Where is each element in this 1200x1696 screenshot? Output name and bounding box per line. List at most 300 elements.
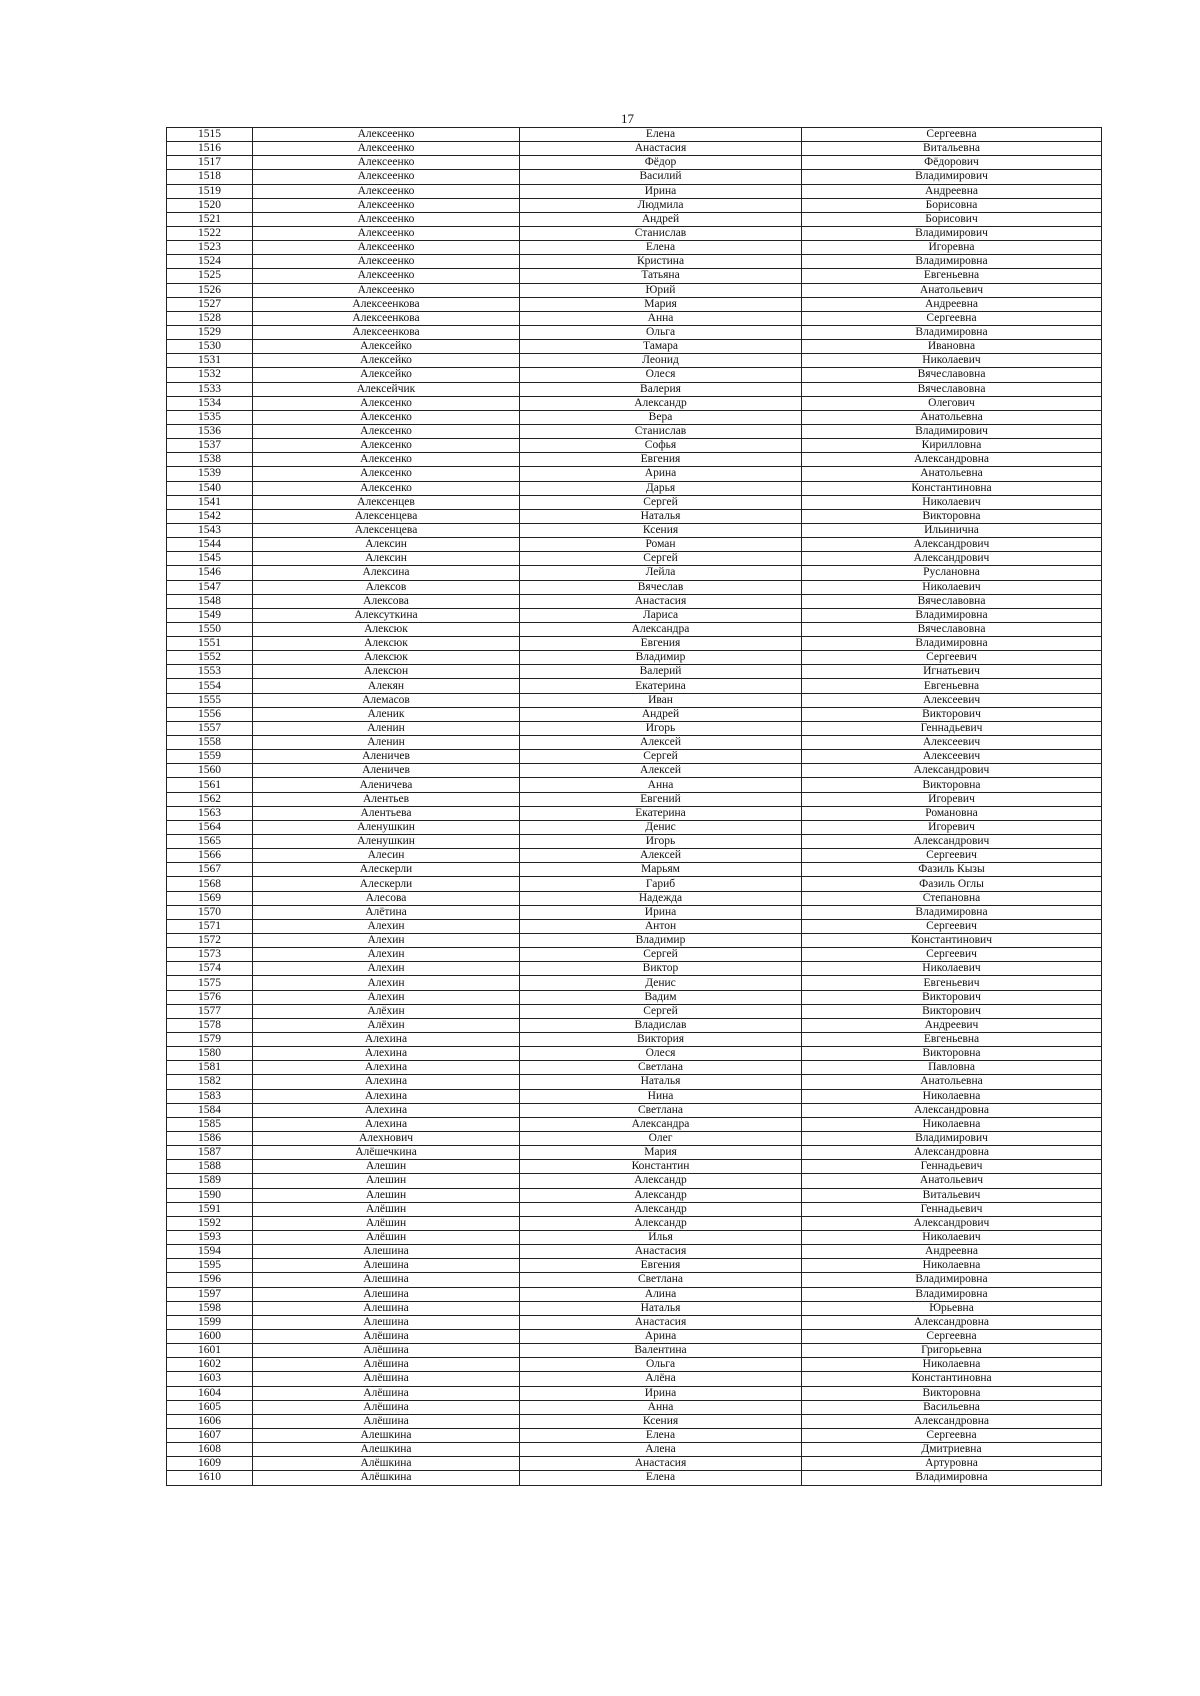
- first-name-cell: Ирина: [520, 905, 802, 919]
- patronymic-cell: Евгеньевна: [802, 679, 1102, 693]
- table-row: [167, 948, 1102, 962]
- last-name-cell: Алексеенкова: [253, 297, 520, 311]
- first-name-cell: Дарья: [520, 481, 802, 495]
- patronymic-cell: Александровна: [802, 1414, 1102, 1428]
- table-row: [167, 1117, 1102, 1131]
- last-name-cell: Алёшина: [253, 1344, 520, 1358]
- first-name-cell: Василий: [520, 170, 802, 184]
- first-name-cell: Владимир: [520, 934, 802, 948]
- table-row: [167, 283, 1102, 297]
- row-number-cell: 1547: [167, 580, 253, 594]
- last-name-cell: Алёшечкина: [253, 1146, 520, 1160]
- patronymic-cell: Евгеньевна: [802, 269, 1102, 283]
- last-name-cell: Алексенцева: [253, 523, 520, 537]
- last-name-cell: Алекян: [253, 679, 520, 693]
- first-name-cell: Александр: [520, 1202, 802, 1216]
- first-name-cell: Елена: [520, 1471, 802, 1485]
- row-number-cell: 1554: [167, 679, 253, 693]
- first-name-cell: Юрий: [520, 283, 802, 297]
- first-name-cell: Александр: [520, 1188, 802, 1202]
- table-row: [167, 1146, 1102, 1160]
- row-number-cell: 1588: [167, 1160, 253, 1174]
- table-row: [167, 1061, 1102, 1075]
- last-name-cell: Алескерли: [253, 877, 520, 891]
- patronymic-cell: Николаевна: [802, 1358, 1102, 1372]
- table-row: [167, 651, 1102, 665]
- first-name-cell: Екатерина: [520, 806, 802, 820]
- first-name-cell: Андрей: [520, 212, 802, 226]
- patronymic-cell: Николаевич: [802, 354, 1102, 368]
- table-row: [167, 1188, 1102, 1202]
- table-row: [167, 792, 1102, 806]
- table-row: [167, 523, 1102, 537]
- last-name-cell: Алешин: [253, 1188, 520, 1202]
- table-row: [167, 665, 1102, 679]
- last-name-cell: Алексеенко: [253, 156, 520, 170]
- row-number-cell: 1521: [167, 212, 253, 226]
- patronymic-cell: Ивановна: [802, 340, 1102, 354]
- row-number-cell: 1520: [167, 198, 253, 212]
- row-number-cell: 1542: [167, 509, 253, 523]
- row-number-cell: 1585: [167, 1117, 253, 1131]
- table-row: [167, 566, 1102, 580]
- row-number-cell: 1567: [167, 863, 253, 877]
- table-row: [167, 778, 1102, 792]
- row-number-cell: 1564: [167, 820, 253, 834]
- table-row: [167, 1174, 1102, 1188]
- last-name-cell: Алехина: [253, 1061, 520, 1075]
- first-name-cell: Ольга: [520, 325, 802, 339]
- table-row: [167, 269, 1102, 283]
- first-name-cell: Екатерина: [520, 679, 802, 693]
- last-name-cell: Аленин: [253, 736, 520, 750]
- last-name-cell: Алексин: [253, 552, 520, 566]
- table-row: [167, 509, 1102, 523]
- patronymic-cell: Николаевна: [802, 1259, 1102, 1273]
- last-name-cell: Алексенко: [253, 481, 520, 495]
- first-name-cell: Лариса: [520, 608, 802, 622]
- table-row: [167, 156, 1102, 170]
- last-name-cell: Алексеенко: [253, 283, 520, 297]
- table-row: [167, 552, 1102, 566]
- patronymic-cell: Игоревна: [802, 241, 1102, 255]
- last-name-cell: Алёшина: [253, 1414, 520, 1428]
- last-name-cell: Алешина: [253, 1273, 520, 1287]
- registry-table: [166, 127, 1102, 1486]
- last-name-cell: Алешина: [253, 1259, 520, 1273]
- row-number-cell: 1587: [167, 1146, 253, 1160]
- row-number-cell: 1594: [167, 1245, 253, 1259]
- row-number-cell: 1574: [167, 962, 253, 976]
- last-name-cell: Алехин: [253, 976, 520, 990]
- row-number-cell: 1584: [167, 1103, 253, 1117]
- row-number-cell: 1592: [167, 1216, 253, 1230]
- first-name-cell: Александр: [520, 396, 802, 410]
- first-name-cell: Илья: [520, 1230, 802, 1244]
- row-number-cell: 1529: [167, 325, 253, 339]
- last-name-cell: Алексеенко: [253, 142, 520, 156]
- table-row: [167, 311, 1102, 325]
- patronymic-cell: Игоревич: [802, 792, 1102, 806]
- last-name-cell: Алёхин: [253, 1004, 520, 1018]
- row-number-cell: 1531: [167, 354, 253, 368]
- table-row: [167, 637, 1102, 651]
- first-name-cell: Сергей: [520, 552, 802, 566]
- patronymic-cell: Сергеевна: [802, 1428, 1102, 1442]
- last-name-cell: Алексина: [253, 566, 520, 580]
- table-row: [167, 481, 1102, 495]
- patronymic-cell: Константиновна: [802, 481, 1102, 495]
- first-name-cell: Анна: [520, 311, 802, 325]
- first-name-cell: Татьяна: [520, 269, 802, 283]
- table-row: [167, 1471, 1102, 1485]
- patronymic-cell: Николаевна: [802, 1089, 1102, 1103]
- patronymic-cell: Николаевич: [802, 580, 1102, 594]
- row-number-cell: 1568: [167, 877, 253, 891]
- row-number-cell: 1573: [167, 948, 253, 962]
- patronymic-cell: Сергеевич: [802, 651, 1102, 665]
- first-name-cell: Виктория: [520, 1033, 802, 1047]
- row-number-cell: 1608: [167, 1443, 253, 1457]
- row-number-cell: 1543: [167, 523, 253, 537]
- first-name-cell: Ксения: [520, 1414, 802, 1428]
- last-name-cell: Алексенко: [253, 424, 520, 438]
- last-name-cell: Алексин: [253, 538, 520, 552]
- first-name-cell: Вера: [520, 410, 802, 424]
- table-row: [167, 1230, 1102, 1244]
- patronymic-cell: Викторовна: [802, 509, 1102, 523]
- table-row: [167, 1301, 1102, 1315]
- first-name-cell: Наталья: [520, 509, 802, 523]
- first-name-cell: Евгений: [520, 792, 802, 806]
- last-name-cell: Алексюк: [253, 622, 520, 636]
- patronymic-cell: Александрович: [802, 835, 1102, 849]
- last-name-cell: Алексеенкова: [253, 325, 520, 339]
- first-name-cell: Анастасия: [520, 1457, 802, 1471]
- last-name-cell: Алёшина: [253, 1329, 520, 1343]
- table-row: [167, 962, 1102, 976]
- table-row: [167, 863, 1102, 877]
- last-name-cell: Алешин: [253, 1174, 520, 1188]
- table-row: [167, 750, 1102, 764]
- registry-rows: [167, 128, 1102, 1486]
- row-number-cell: 1537: [167, 439, 253, 453]
- patronymic-cell: Евгеньевич: [802, 976, 1102, 990]
- row-number-cell: 1579: [167, 1033, 253, 1047]
- row-number-cell: 1517: [167, 156, 253, 170]
- last-name-cell: Алехина: [253, 1033, 520, 1047]
- first-name-cell: Сергей: [520, 495, 802, 509]
- table-row: [167, 226, 1102, 240]
- patronymic-cell: Вячеславовна: [802, 382, 1102, 396]
- row-number-cell: 1607: [167, 1428, 253, 1442]
- last-name-cell: Алексеенко: [253, 198, 520, 212]
- row-number-cell: 1527: [167, 297, 253, 311]
- row-number-cell: 1563: [167, 806, 253, 820]
- table-row: [167, 1245, 1102, 1259]
- patronymic-cell: Васильевна: [802, 1400, 1102, 1414]
- first-name-cell: Наталья: [520, 1301, 802, 1315]
- patronymic-cell: Александрович: [802, 552, 1102, 566]
- table-row: [167, 354, 1102, 368]
- patronymic-cell: Викторовна: [802, 1386, 1102, 1400]
- first-name-cell: Алексей: [520, 849, 802, 863]
- last-name-cell: Алешкина: [253, 1443, 520, 1457]
- patronymic-cell: Сергеевна: [802, 1329, 1102, 1343]
- last-name-cell: Алешина: [253, 1245, 520, 1259]
- patronymic-cell: Сергеевна: [802, 311, 1102, 325]
- patronymic-cell: Александровна: [802, 1103, 1102, 1117]
- table-row: [167, 1315, 1102, 1329]
- patronymic-cell: Руслановна: [802, 566, 1102, 580]
- last-name-cell: Алехина: [253, 1089, 520, 1103]
- first-name-cell: Надежда: [520, 891, 802, 905]
- last-name-cell: Алётина: [253, 905, 520, 919]
- first-name-cell: Анна: [520, 778, 802, 792]
- patronymic-cell: Андреевич: [802, 1018, 1102, 1032]
- table-row: [167, 198, 1102, 212]
- first-name-cell: Валерий: [520, 665, 802, 679]
- patronymic-cell: Вячеславовна: [802, 594, 1102, 608]
- patronymic-cell: Юрьевна: [802, 1301, 1102, 1315]
- first-name-cell: Алексей: [520, 736, 802, 750]
- patronymic-cell: Владимирович: [802, 424, 1102, 438]
- last-name-cell: Аленушкин: [253, 835, 520, 849]
- last-name-cell: Алексеенкова: [253, 311, 520, 325]
- table-row: [167, 1103, 1102, 1117]
- row-number-cell: 1600: [167, 1329, 253, 1343]
- row-number-cell: 1570: [167, 905, 253, 919]
- table-row: [167, 241, 1102, 255]
- patronymic-cell: Викторович: [802, 1004, 1102, 1018]
- row-number-cell: 1548: [167, 594, 253, 608]
- patronymic-cell: Сергеевич: [802, 849, 1102, 863]
- first-name-cell: Анна: [520, 1400, 802, 1414]
- last-name-cell: Алехина: [253, 1103, 520, 1117]
- first-name-cell: Анастасия: [520, 142, 802, 156]
- patronymic-cell: Геннадьевич: [802, 721, 1102, 735]
- patronymic-cell: Борисович: [802, 212, 1102, 226]
- first-name-cell: Евгения: [520, 1259, 802, 1273]
- row-number-cell: 1590: [167, 1188, 253, 1202]
- first-name-cell: Лейла: [520, 566, 802, 580]
- patronymic-cell: Геннадьевич: [802, 1160, 1102, 1174]
- first-name-cell: Иван: [520, 693, 802, 707]
- row-number-cell: 1562: [167, 792, 253, 806]
- patronymic-cell: Владимировна: [802, 1471, 1102, 1485]
- patronymic-cell: Кирилловна: [802, 439, 1102, 453]
- row-number-cell: 1528: [167, 311, 253, 325]
- last-name-cell: Алёшин: [253, 1216, 520, 1230]
- patronymic-cell: Олегович: [802, 396, 1102, 410]
- table-row: [167, 1400, 1102, 1414]
- row-number-cell: 1533: [167, 382, 253, 396]
- first-name-cell: Александр: [520, 1174, 802, 1188]
- table-row: [167, 368, 1102, 382]
- first-name-cell: Станислав: [520, 424, 802, 438]
- last-name-cell: Алемасов: [253, 693, 520, 707]
- table-row: [167, 1372, 1102, 1386]
- first-name-cell: Виктор: [520, 962, 802, 976]
- patronymic-cell: Геннадьевич: [802, 1202, 1102, 1216]
- row-number-cell: 1597: [167, 1287, 253, 1301]
- row-number-cell: 1556: [167, 707, 253, 721]
- first-name-cell: Вадим: [520, 990, 802, 1004]
- last-name-cell: Аленичев: [253, 750, 520, 764]
- row-number-cell: 1586: [167, 1131, 253, 1145]
- last-name-cell: Алексова: [253, 594, 520, 608]
- last-name-cell: Алексейко: [253, 340, 520, 354]
- last-name-cell: Алесин: [253, 849, 520, 863]
- first-name-cell: Сергей: [520, 750, 802, 764]
- patronymic-cell: Николаевич: [802, 495, 1102, 509]
- row-number-cell: 1540: [167, 481, 253, 495]
- row-number-cell: 1561: [167, 778, 253, 792]
- table-row: [167, 835, 1102, 849]
- table-row: [167, 622, 1102, 636]
- table-row: [167, 1457, 1102, 1471]
- patronymic-cell: Викторовна: [802, 778, 1102, 792]
- row-number-cell: 1569: [167, 891, 253, 905]
- row-number-cell: 1555: [167, 693, 253, 707]
- last-name-cell: Алехин: [253, 990, 520, 1004]
- patronymic-cell: Анатольевна: [802, 410, 1102, 424]
- row-number-cell: 1602: [167, 1358, 253, 1372]
- first-name-cell: Арина: [520, 467, 802, 481]
- patronymic-cell: Николаевич: [802, 962, 1102, 976]
- first-name-cell: Александр: [520, 1216, 802, 1230]
- first-name-cell: Валентина: [520, 1344, 802, 1358]
- last-name-cell: Алехин: [253, 919, 520, 933]
- patronymic-cell: Вячеславовна: [802, 368, 1102, 382]
- first-name-cell: Ирина: [520, 1386, 802, 1400]
- last-name-cell: Алексенко: [253, 453, 520, 467]
- row-number-cell: 1606: [167, 1414, 253, 1428]
- patronymic-cell: Андреевна: [802, 297, 1102, 311]
- row-number-cell: 1546: [167, 566, 253, 580]
- table-row: [167, 919, 1102, 933]
- patronymic-cell: Фазиль Кызы: [802, 863, 1102, 877]
- table-row: [167, 1075, 1102, 1089]
- patronymic-cell: Борисовна: [802, 198, 1102, 212]
- first-name-cell: Нина: [520, 1089, 802, 1103]
- last-name-cell: Алексеенко: [253, 226, 520, 240]
- table-row: [167, 396, 1102, 410]
- patronymic-cell: Игнатьевич: [802, 665, 1102, 679]
- table-row: [167, 212, 1102, 226]
- first-name-cell: Марьям: [520, 863, 802, 877]
- table-row: [167, 1329, 1102, 1343]
- last-name-cell: Алексеенко: [253, 212, 520, 226]
- row-number-cell: 1525: [167, 269, 253, 283]
- first-name-cell: Светлана: [520, 1273, 802, 1287]
- patronymic-cell: Алексеевич: [802, 750, 1102, 764]
- last-name-cell: Алешина: [253, 1315, 520, 1329]
- row-number-cell: 1566: [167, 849, 253, 863]
- table-row: [167, 1259, 1102, 1273]
- patronymic-cell: Владимировна: [802, 637, 1102, 651]
- row-number-cell: 1538: [167, 453, 253, 467]
- row-number-cell: 1581: [167, 1061, 253, 1075]
- row-number-cell: 1603: [167, 1372, 253, 1386]
- row-number-cell: 1578: [167, 1018, 253, 1032]
- patronymic-cell: Константиновна: [802, 1372, 1102, 1386]
- table-row: [167, 806, 1102, 820]
- table-row: [167, 467, 1102, 481]
- first-name-cell: Олеся: [520, 1047, 802, 1061]
- first-name-cell: Людмила: [520, 198, 802, 212]
- last-name-cell: Алексейчик: [253, 382, 520, 396]
- patronymic-cell: Владимировна: [802, 255, 1102, 269]
- table-row: [167, 1004, 1102, 1018]
- table-row: [167, 1047, 1102, 1061]
- table-row: [167, 495, 1102, 509]
- row-number-cell: 1595: [167, 1259, 253, 1273]
- first-name-cell: Анастасия: [520, 594, 802, 608]
- patronymic-cell: Павловна: [802, 1061, 1102, 1075]
- patronymic-cell: Николаевич: [802, 1230, 1102, 1244]
- table-row: [167, 736, 1102, 750]
- table-row: [167, 1344, 1102, 1358]
- last-name-cell: Алексеенко: [253, 269, 520, 283]
- row-number-cell: 1593: [167, 1230, 253, 1244]
- patronymic-cell: Александровна: [802, 1315, 1102, 1329]
- last-name-cell: Алексеенко: [253, 128, 520, 142]
- table-row: [167, 891, 1102, 905]
- row-number-cell: 1516: [167, 142, 253, 156]
- patronymic-cell: Ильинична: [802, 523, 1102, 537]
- last-name-cell: Алехнович: [253, 1131, 520, 1145]
- patronymic-cell: Витальевна: [802, 142, 1102, 156]
- row-number-cell: 1580: [167, 1047, 253, 1061]
- first-name-cell: Арина: [520, 1329, 802, 1343]
- last-name-cell: Алексеенко: [253, 255, 520, 269]
- patronymic-cell: Александрович: [802, 764, 1102, 778]
- patronymic-cell: Андреевна: [802, 1245, 1102, 1259]
- table-row: [167, 594, 1102, 608]
- last-name-cell: Алехина: [253, 1117, 520, 1131]
- patronymic-cell: Александрович: [802, 1216, 1102, 1230]
- row-number-cell: 1518: [167, 170, 253, 184]
- table-row: [167, 538, 1102, 552]
- patronymic-cell: Владимировна: [802, 905, 1102, 919]
- row-number-cell: 1571: [167, 919, 253, 933]
- last-name-cell: Алёшина: [253, 1358, 520, 1372]
- table-row: [167, 1089, 1102, 1103]
- row-number-cell: 1583: [167, 1089, 253, 1103]
- table-row: [167, 1273, 1102, 1287]
- table-row: [167, 1018, 1102, 1032]
- first-name-cell: Роман: [520, 538, 802, 552]
- patronymic-cell: Алексеевич: [802, 693, 1102, 707]
- first-name-cell: Евгения: [520, 637, 802, 651]
- table-row: [167, 976, 1102, 990]
- row-number-cell: 1552: [167, 651, 253, 665]
- row-number-cell: 1598: [167, 1301, 253, 1315]
- patronymic-cell: Владимирович: [802, 170, 1102, 184]
- table-row: [167, 439, 1102, 453]
- first-name-cell: Мария: [520, 297, 802, 311]
- last-name-cell: Алехина: [253, 1075, 520, 1089]
- table-row: [167, 453, 1102, 467]
- last-name-cell: Аленичев: [253, 764, 520, 778]
- patronymic-cell: Викторовна: [802, 1047, 1102, 1061]
- first-name-cell: Ирина: [520, 184, 802, 198]
- row-number-cell: 1576: [167, 990, 253, 1004]
- last-name-cell: Алексуткина: [253, 608, 520, 622]
- row-number-cell: 1522: [167, 226, 253, 240]
- patronymic-cell: Анатольевна: [802, 467, 1102, 481]
